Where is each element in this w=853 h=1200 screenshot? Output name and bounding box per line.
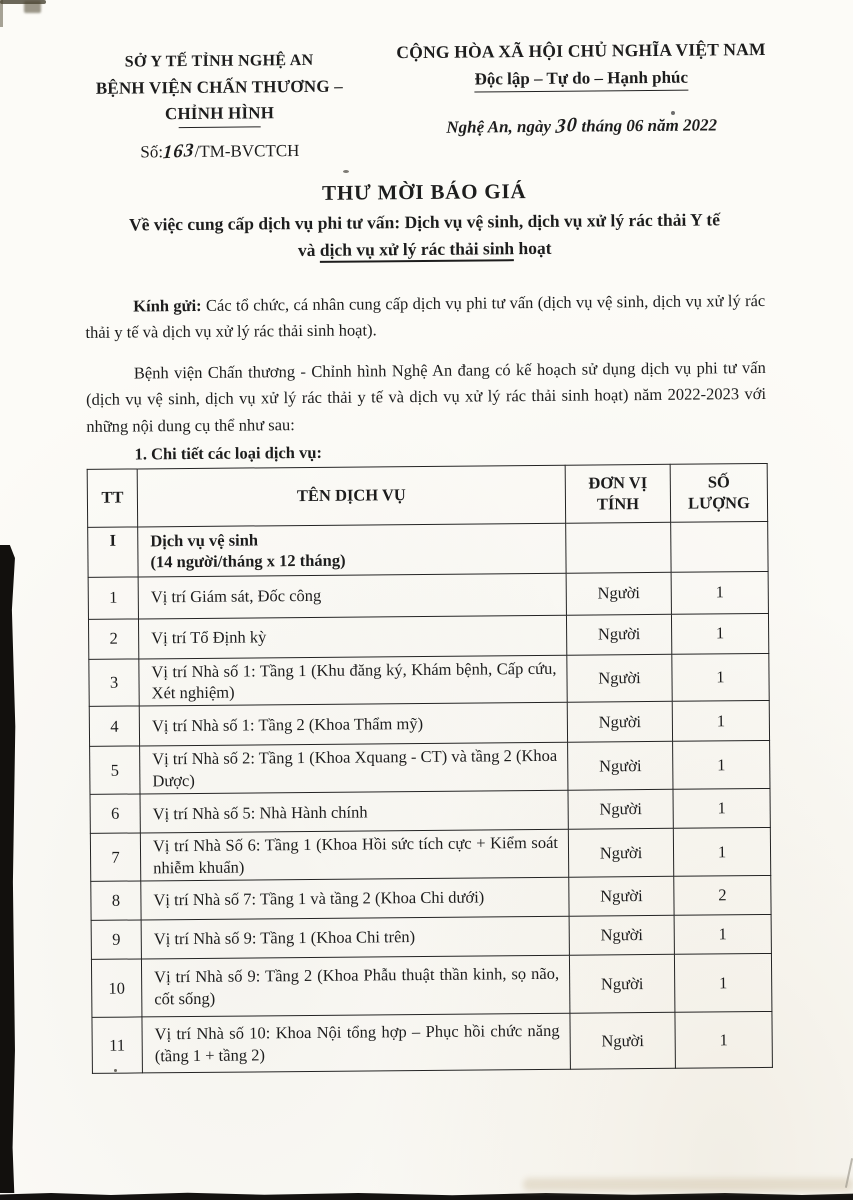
letterhead-issuer — [65, 48, 374, 168]
table-row — [88, 613, 768, 659]
service-unit: Người — [566, 614, 671, 655]
service-unit: Người — [569, 876, 674, 916]
col-header-quantity: SỐ LƯỢNG — [670, 463, 768, 522]
row-index: 2 — [88, 619, 138, 659]
service-name-cell — [138, 523, 566, 577]
service-unit: Người — [570, 1012, 675, 1069]
table-row — [89, 653, 769, 707]
table-row — [88, 521, 768, 577]
service-name: Vị trí Nhà Số 6: Tầng 1 (Khoa Hồi sức tích cực + Kiểm soát nhiễm khuẩn) — [140, 830, 568, 882]
service-qty: 1 — [671, 613, 768, 654]
document-number-handwritten: 163 — [162, 140, 196, 164]
salutation-lead: Kính gửi: — [133, 296, 202, 316]
service-unit: Người — [568, 742, 673, 791]
service-unit: Người — [566, 572, 671, 615]
row-index: 6 — [90, 794, 140, 833]
service-qty: 1 — [674, 915, 771, 955]
table-row — [90, 789, 770, 834]
date-prefix: Nghệ An, ngày — [446, 116, 556, 137]
col-header-service-name: TÊN DỊCH VỤ — [137, 465, 565, 527]
issuer-underline — [179, 127, 261, 129]
table-row — [91, 876, 771, 921]
service-unit: Người — [568, 829, 673, 878]
service-name: Vị trí Tổ Định kỳ — [138, 615, 566, 659]
service-name: Vị trí Nhà số 2: Tầng 1 (Khoa Xquang - CT) và tầng 2 (Khoa Dược) — [140, 743, 568, 795]
subtitle-line2-underlined: dịch vụ xử lý rác thải sinh — [320, 238, 514, 263]
service-qty: 1 — [672, 701, 769, 742]
service-name-line2: (14 người/tháng x 12 tháng) — [150, 550, 346, 572]
service-name: Vị trí Nhà số 7: Tầng 1 và tầng 2 (Khoa Chi dưới) — [141, 877, 569, 920]
service-qty: 1 — [672, 653, 769, 702]
salutation-paragraph — [85, 288, 765, 346]
service-name: Dịch vụ vệ sinh — [150, 529, 259, 550]
letterhead-national — [383, 39, 780, 139]
table-row — [89, 701, 769, 747]
document-subtitle — [84, 206, 764, 266]
issuer-hospital-line2: CHỈNH HÌNH — [164, 103, 275, 124]
service-name: Vị trí Nhà số 10: Khoa Nội tổng hợp – Phục hồi chức năng (tầng 1 + tầng 2) — [142, 1013, 570, 1073]
table-row — [91, 954, 771, 1018]
service-unit: Người — [568, 790, 673, 830]
national-motto-line2: Độc lập – Tự do – Hạnh phúc — [474, 68, 688, 93]
table-row — [91, 915, 771, 960]
service-name: Vị trí Giám sát, Đốc công — [138, 573, 566, 619]
col-header-tt: TT — [87, 469, 138, 527]
service-name: Vị trí Nhà số 9: Tầng 2 (Khoa Phẫu thuật thần kinh, sọ não, cốt sống) — [141, 955, 569, 1017]
service-unit — [566, 522, 671, 573]
salutation-text: Các tổ chức, cá nhân cung cấp dịch vụ phi tư vấn (dịch vụ vệ sinh, dịch vụ xử lý rác thải y tế và dịch vụ xử lý rác thải sinh hoạt). — [85, 291, 766, 343]
service-unit: Người — [569, 954, 675, 1013]
service-unit: Người — [569, 915, 674, 955]
national-motto-line1: CỘNG HÒA XÃ HỘI CHỦ NGHĨA VIỆT NAM — [396, 38, 766, 63]
document-number — [66, 136, 374, 168]
service-name: Vị trí Nhà số 5: Nhà Hành chính — [140, 791, 568, 834]
service-qty: 1 — [673, 828, 770, 877]
date-suffix: tháng 06 năm 2022 — [577, 115, 718, 136]
col-header-unit: ĐƠN VỊ TÍNH — [565, 464, 671, 523]
row-index: 7 — [90, 833, 140, 881]
table-row — [92, 1012, 772, 1074]
document-number-suffix: /TM-BVCTCH — [194, 141, 300, 162]
subtitle-line2-suffix: hoạt — [514, 237, 552, 259]
row-index: 5 — [90, 746, 140, 794]
row-index: 4 — [89, 706, 139, 746]
service-unit: Người — [567, 654, 672, 703]
intro-paragraph: Bệnh viện Chấn thương - Chỉnh hình Nghệ An đang có kế hoạch sử dụng dịch vụ phi tư vấn (dịch vụ vệ sinh, dịch vụ xử lý rác thải y tế và dịch vụ xử lý rác thải sinh hoạt) năm 2022-2023 với những nội dung cụ thể như sau: — [85, 358, 767, 436]
row-index: 10 — [91, 959, 142, 1017]
row-index: 3 — [89, 659, 139, 707]
row-index: 1 — [88, 577, 138, 619]
subtitle-line1: Về việc cung cấp dịch vụ phi tư vấn: Dịch vụ vệ sinh, dịch vụ xử lý rác thải Y tế — [128, 209, 721, 235]
row-index: 11 — [92, 1017, 142, 1073]
service-name: Vị trí Nhà số 1: Tầng 1 (Khu đăng ký, Khám bệnh, Cấp cứu, Xét nghiệm) — [139, 655, 567, 707]
row-index: I — [88, 527, 138, 577]
table-row — [90, 741, 770, 795]
document-title: THƯ MỜI BÁO GIÁ — [322, 179, 527, 205]
service-name: Vị trí Nhà số 1: Tầng 2 (Khoa Thẩm mỹ) — [139, 703, 567, 747]
service-qty: 1 — [674, 954, 772, 1013]
service-name: Vị trí Nhà số 9: Tầng 1 (Khoa Chi trên) — [141, 916, 569, 959]
document-date — [384, 113, 780, 139]
table-row — [88, 571, 768, 619]
subtitle-line2-prefix: và — [297, 239, 320, 261]
section-heading: 1. Chi tiết các loại dịch vụ: — [134, 442, 323, 464]
document-body — [84, 177, 772, 1074]
document-number-label: Số: — [140, 142, 164, 162]
row-index: 8 — [91, 881, 141, 920]
services-table — [87, 463, 773, 1075]
service-qty — [671, 521, 768, 572]
issuer-hospital-line1: BỆNH VIỆN CHẤN THƯƠNG – — [95, 76, 343, 98]
service-unit: Người — [567, 702, 672, 743]
row-index: 9 — [91, 920, 141, 959]
service-qty: 1 — [673, 741, 770, 790]
subtitle-line2 — [85, 233, 765, 266]
service-qty: 1 — [673, 789, 770, 829]
issuer-department: SỞ Y TẾ TỈNH NGHỆ AN — [124, 51, 314, 71]
service-qty: 1 — [675, 1012, 772, 1069]
date-day-handwritten: 30 — [554, 113, 579, 138]
service-qty: 2 — [674, 876, 771, 916]
table-row — [90, 828, 770, 882]
table-header-row — [87, 463, 767, 527]
service-qty: 1 — [671, 571, 768, 614]
